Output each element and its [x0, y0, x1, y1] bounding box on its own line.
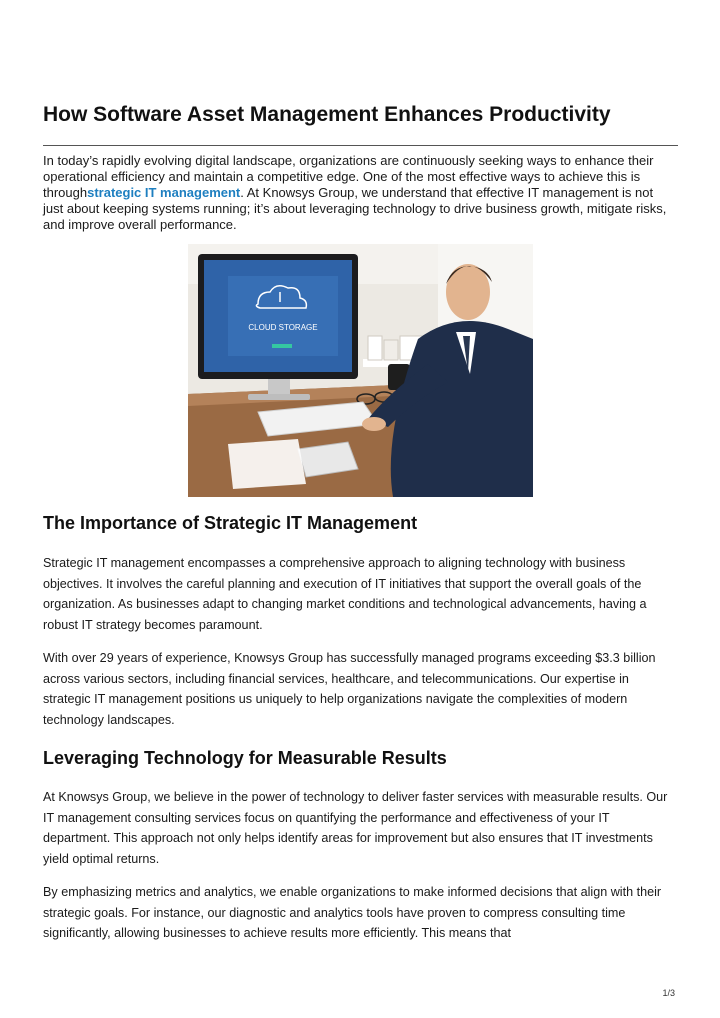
section1-paragraph-2: With over 29 years of experience, Knowsys Group has successfully managed programs exceeding $3.3 billion across various sectors, including financial services, healthcare, and telecommunications. Our expertise in strategic IT management positions us uniquely to help organizations navigate the complexities of modern technology landscapes.	[43, 651, 656, 727]
intro-paragraph	[43, 153, 673, 233]
page-number: 1/3	[662, 988, 675, 998]
section2-paragraph-1: At Knowsys Group, we believe in the power of technology to deliver faster services with measurable results. Our IT management consulting services focus on quantifying the performance and effectiveness of your IT department. This approach not only helps identify areas for improvement but also ensures that IT investments yield optimal returns.	[43, 790, 668, 866]
section1-paragraph-1: Strategic IT management encompasses a comprehensive approach to aligning technology with business objectives. It involves the careful planning and execution of IT initiatives that support the overall goals of the organization. As businesses adapt to changing market conditions and technological advancements, having a robust IT strategy becomes paramount.	[43, 556, 647, 632]
section2-paragraph-2: By emphasizing metrics and analytics, we enable organizations to make informed decisions that align with their strategic goals. For instance, our diagnostic and analytics tools have proven to compress consulting time significantly, allowing businesses to achieve results more efficiently. This means that	[43, 885, 662, 940]
intro-text-end: . At Knowsys Group, we understand that effective IT management is not just about keeping systems running; it’s about leveraging technology to drive business growth, mitigate risks, and improve overall performance.	[43, 185, 667, 232]
section-heading-strategic-it: The Importance of Strategic IT Management	[43, 513, 418, 533]
section-heading-leveraging-technology: Leveraging Technology for Measurable Results	[43, 748, 447, 768]
screen-label: CLOUD STORAGE	[248, 323, 318, 332]
strategic-it-management-link[interactable]: strategic IT management	[87, 185, 241, 200]
page-title: How Software Asset Management Enhances Productivity	[43, 103, 611, 126]
hero-image	[188, 244, 533, 497]
intro-text-start: In today’s rapidly evolving digital landscape, organizations are continuously seeking ways to enhance their operational efficiency and maintain a competitive edge. One of the most effective ways to achieve this is through	[43, 153, 654, 200]
office-cloud-storage-illustration	[188, 244, 533, 497]
title-divider	[43, 145, 678, 146]
